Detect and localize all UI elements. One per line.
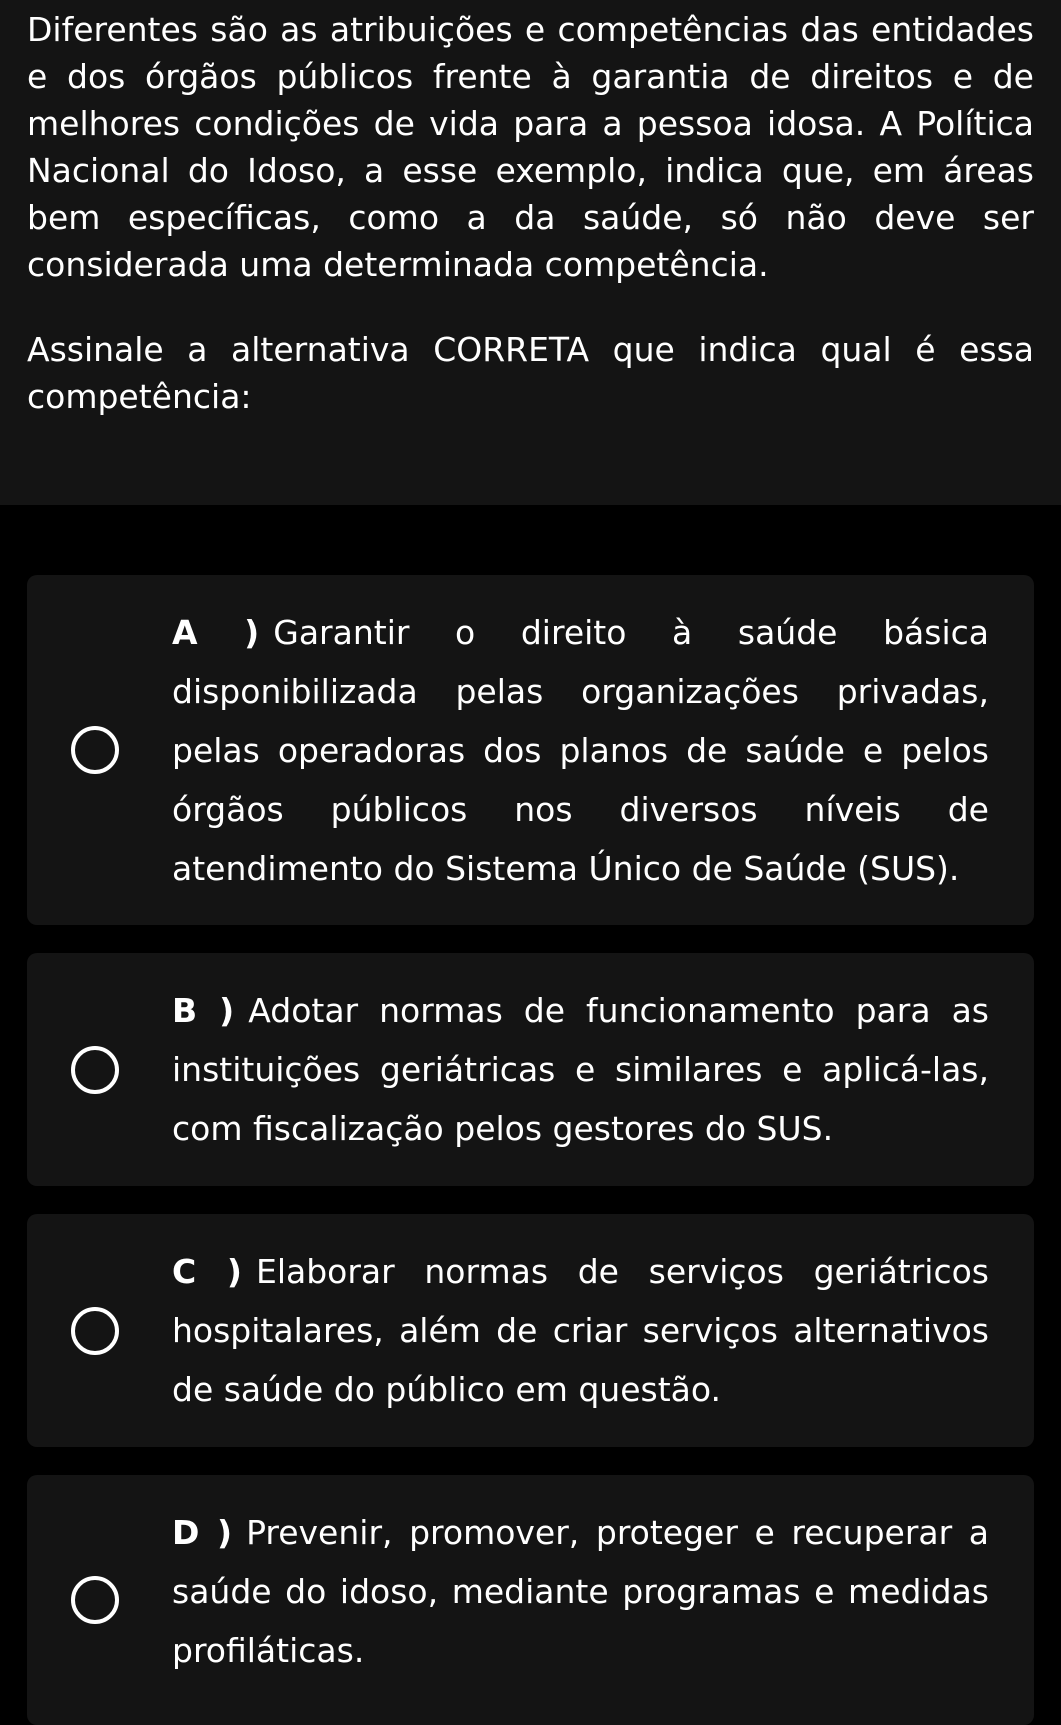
options-list xyxy=(0,505,1061,1725)
option-c[interactable] xyxy=(27,1214,1034,1447)
option-b-text xyxy=(172,981,989,1158)
question-panel xyxy=(0,0,1061,505)
option-c-text xyxy=(172,1242,989,1419)
option-d-radio-icon[interactable] xyxy=(71,1576,119,1624)
option-a-text xyxy=(172,603,989,898)
option-a-radio-icon[interactable] xyxy=(71,726,119,774)
option-d[interactable] xyxy=(27,1475,1034,1725)
option-b-radio-icon[interactable] xyxy=(71,1046,119,1094)
option-b-letter: B ) xyxy=(172,991,235,1030)
option-b[interactable] xyxy=(27,953,1034,1186)
option-a-label: Garantir o direito à saúde básica disponibilizada pelas organizações privadas, pelas operadoras dos planos de saúde e pelos órgãos públicos nos diversos níveis de atendimento do Sistema Único de Saúde (SUS). xyxy=(172,613,989,888)
option-a-letter: A ) xyxy=(172,613,260,652)
option-d-label: Prevenir, promover, proteger e recuperar a saúde do idoso, mediante programas e medidas profiláticas. xyxy=(172,1513,989,1670)
option-d-letter: D ) xyxy=(172,1513,233,1552)
option-b-label: Adotar normas de funcionamento para as instituições geriátricas e similares e aplicá-las, com fiscalização pelos gestores do SUS. xyxy=(172,991,989,1148)
option-a[interactable] xyxy=(27,575,1034,925)
option-c-radio-icon[interactable] xyxy=(71,1307,119,1355)
option-c-label: Elaborar normas de serviços geriátricos hospitalares, além de criar serviços alternativos de saúde do público em questão. xyxy=(172,1252,990,1409)
option-d-text xyxy=(172,1503,989,1680)
question-statement: Diferentes são as atribuições e competências das entidades e dos órgãos públicos frente à garantia de direitos e de melhores condições de vida para a pessoa idosa. A Política Nacional do Idoso, a esse exemplo, indica que, em áreas bem específicas, como a da saúde, só não deve ser considerada uma determinada competência. xyxy=(27,10,1034,284)
question-prompt: Assinale a alternativa CORRETA que indica qual é essa competência: xyxy=(27,330,1034,416)
option-c-letter: C ) xyxy=(172,1252,242,1291)
